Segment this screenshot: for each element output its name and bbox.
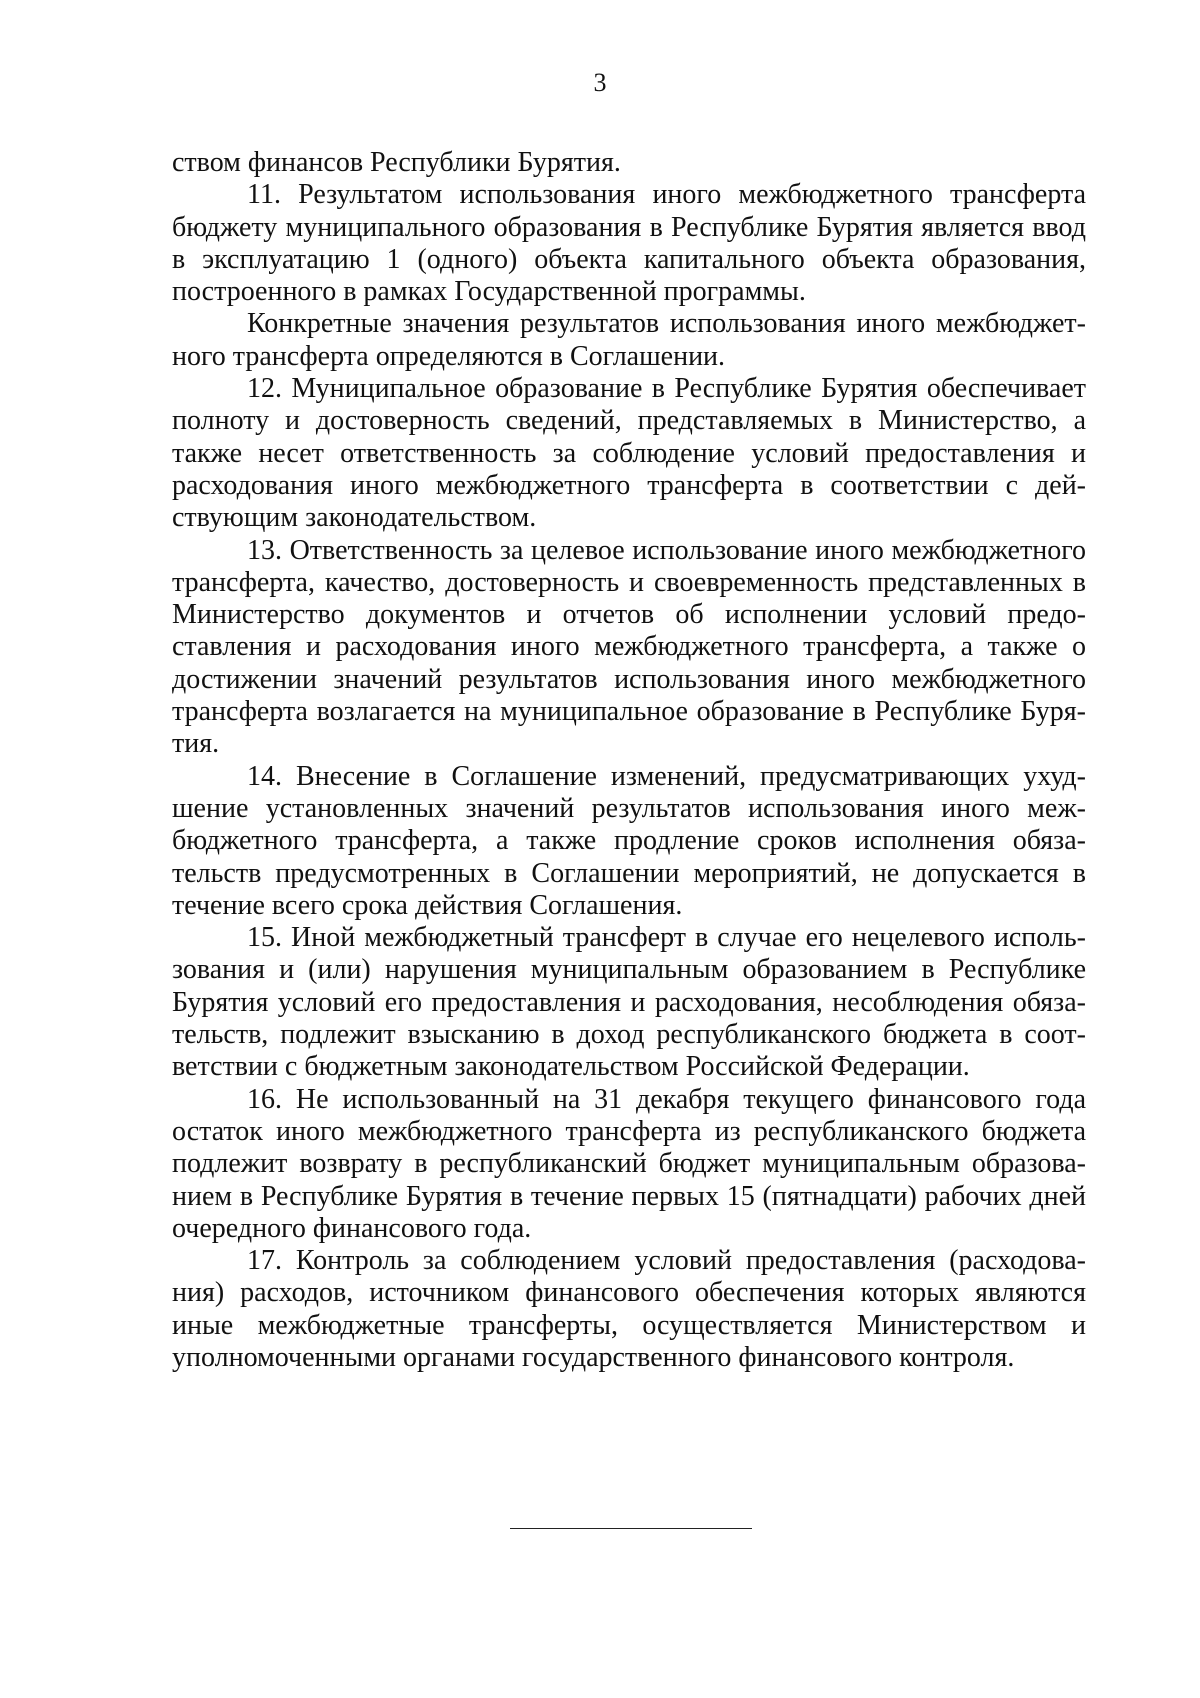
paragraph-11: 11. Результатом использования иного межбюджетного трансферта бюджету муниципального образования в Республике Бурятия является ввод в эксплуатацию 1 (одного) объекта капитального объекта образования, построенного в рамках Государственной программы. — [172, 179, 1086, 308]
paragraph-14: 14. Внесение в Соглашение изменений, предусматривающих ухудшение установленных значений результатов использования иного межбюджетного трансферта, а также продление сроков исполнения обязательств предусмотренных в Соглашении мероприятий, не допускается в течение всего срока действия Соглашения. — [172, 760, 1086, 921]
paragraph-13: 13. Ответственность за целевое использование иного межбюджетного трансферта, качество, достоверность и своевременность представленных в Министерство документов и отчетов об исполнении условий предоставления и расходования иного межбюджетного трансферта, а также о достижении значений результатов использования иного межбюджетного трансферта возлагается на муниципальное образование в Республике Бурятия. — [172, 534, 1086, 760]
page-number: 3 — [593, 68, 607, 97]
paragraph-12: 12. Муниципальное образование в Республике Бурятия обеспечивает полноту и достоверность сведений, представляемых в Министерство, а также несет ответственность за соблюдение условий предоставления и расходования иного межбюджетного трансферта в соответствии с действующим законодательством. — [172, 373, 1086, 534]
paragraph-16: 16. Не использованный на 31 декабря текущего финансового года остаток иного межбюджетного трансферта из республиканского бюджета подлежит возврату в республиканский бюджет муниципальным образованием в Республике Бурятия в течение первых 15 (пятнадцати) рабочих дней очередного финансового года. — [172, 1083, 1086, 1244]
end-divider-line — [510, 1528, 752, 1529]
paragraph-17: 17. Контроль за соблюдением условий предоставления (расходования) расходов, источником финансового обеспечения которых являются иные межбюджетные трансферты, осуществляется Министерством и уполномоченными органами государственного финансового контроля. — [172, 1245, 1086, 1373]
paragraph-11-values: Конкретные значения результатов использования иного межбюджетного трансферта определяются в Соглашении. — [172, 308, 1086, 372]
paragraph-continuation: ством финансов Республики Бурятия. — [172, 147, 621, 178]
paragraph-15: 15. Иной межбюджетный трансферт в случае его нецелевого использования и (или) нарушения муниципальным образованием в Республике Бурятия условий его предоставления и расходования, несоблюдения обязательств, подлежит взысканию в доход республиканского бюджета в соответствии с бюджетным законодательством Российской Федерации. — [172, 922, 1086, 1083]
document-body — [172, 147, 1086, 1374]
